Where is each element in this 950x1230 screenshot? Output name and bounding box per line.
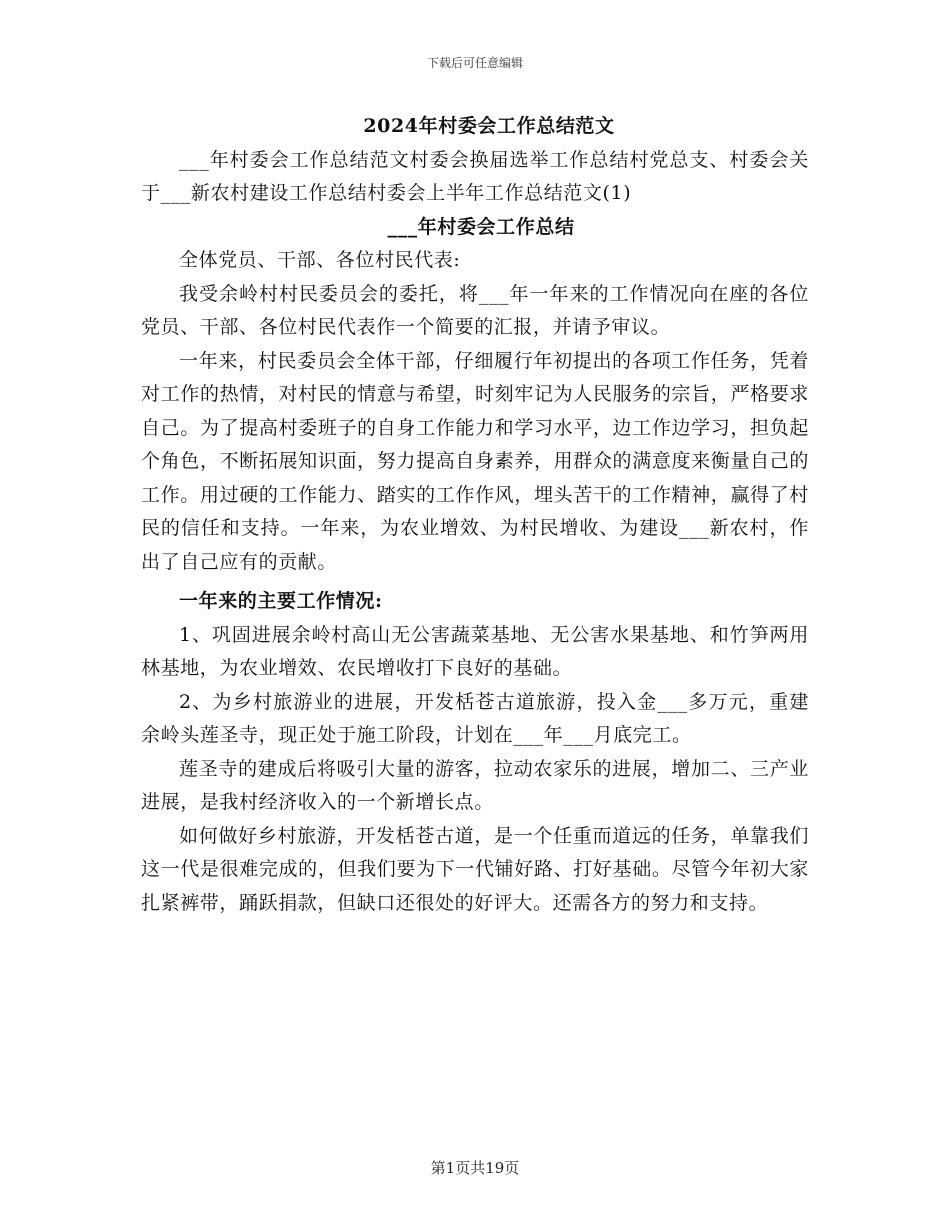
section-heading: 一年来的主要工作情况: — [179, 590, 383, 612]
document-body — [141, 110, 809, 920]
list-item: 莲圣寺的建成后将吸引大量的游客，拉动农家乐的进展，增加二、三产业进展，是我村经济收入的一个新增长点。 — [141, 757, 809, 813]
body-paragraph: 我受余岭村村民委员会的委托，将___年一年来的工作情况向在座的各位党员、干部、各位村民代表作一个简要的汇报，并请予审议。 — [141, 282, 809, 338]
page-number: 第1页共19页 — [430, 1159, 520, 1177]
body-paragraph: 一年来，村民委员会全体干部，仔细履行年初提出的各项工作任务，凭着对工作的热情，对村民的情意与希望，时刻牢记为人民服务的宗旨，严格要求自己。为了提高村委班子的自身工作能力和学习水平，边工作边学习，担负起个角色，不断拓展知识面，努力提高自身素养，用群众的满意度来衡量自己的工作。用过硬的工作能力、踏实的工作作风，埋头苦干的工作精神，赢得了村民的信任和支持。一年来，为农业增效、为村民增收、为建设___新农村，作出了自己应有的贡献。 — [141, 349, 809, 573]
list-item: 如何做好乡村旅游，开发栝苍古道，是一个任重而道远的任务，单靠我们这一代是很难完成的，但我们要为下一代铺好路、打好基础。尽管今年初大家扎紧裤带，踊跃捐款，但缺口还很处的好评大。还需各方的努力和支持。 — [141, 824, 809, 914]
intro-paragraph: ___年村委会工作总结范文村委会换届选举工作总结村党总支、村委会关于___新农村建设工作总结村委会上半年工作总结范文(1) — [141, 148, 809, 204]
document-title: 2024年村委会工作总结范文 — [363, 115, 615, 137]
salutation: 全体党员、干部、各位村民代表: — [179, 249, 461, 271]
header-note: 下载后可任意编辑 — [426, 56, 523, 70]
document-subtitle: ___年村委会工作总结 — [387, 215, 575, 238]
list-item: 1、巩固进展余岭村高山无公害蔬菜基地、无公害水果基地、和竹笋两用林基地，为农业增效、农民增收打下良好的基础。 — [141, 623, 809, 679]
list-item: 2、为乡村旅游业的进展，开发栝苍古道旅游，投入金___多万元，重建余岭头莲圣寺，现正处于施工阶段，计划在___年___月底完工。 — [141, 690, 809, 746]
